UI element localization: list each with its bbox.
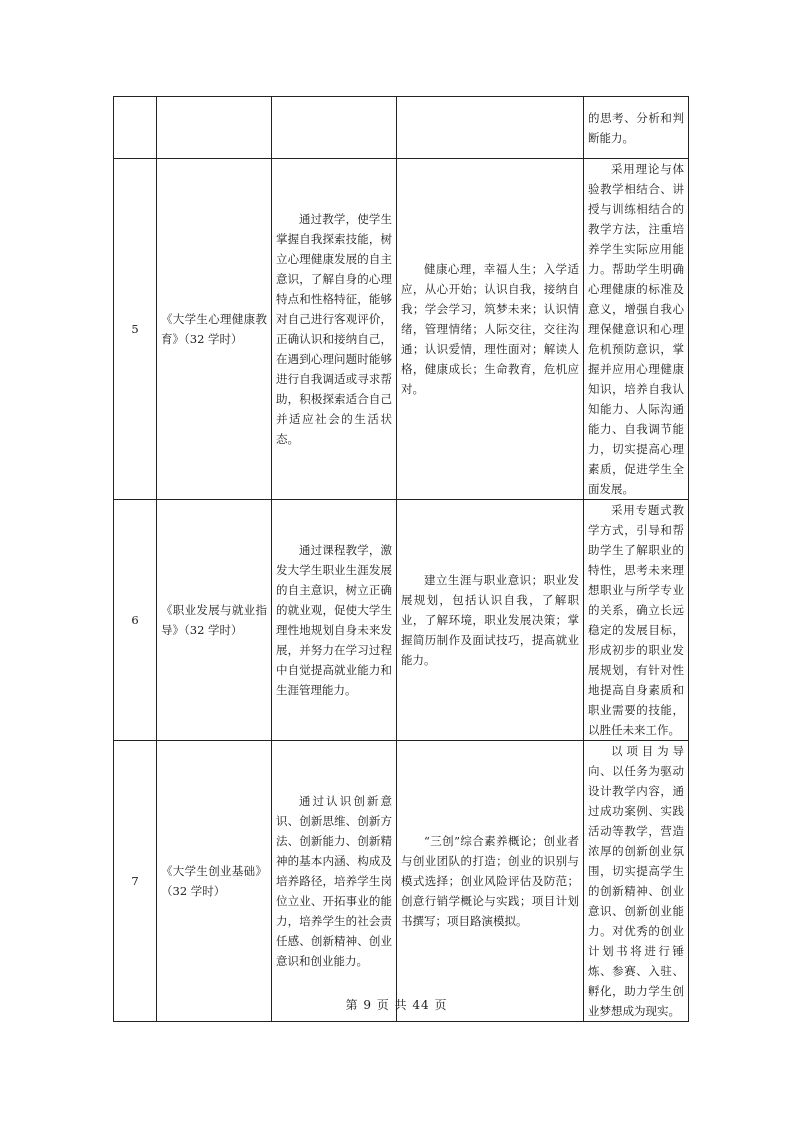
cell-objective	[272, 97, 397, 159]
page-footer: 第 9 页 共 44 页	[345, 998, 448, 1012]
cell-content: 健康心理，幸福人生；入学适应，从心开始；认识自我，接纳自我；学会学习，筑梦未来；认识情绪，管理情绪；人际交往，交往沟通；认识爱情，理性面对；解读人格，健康成长；生命教育，危机应对。	[397, 159, 584, 500]
table-row	[114, 159, 689, 500]
cell-course: 《职业发展与就业指导》（32 学时）	[157, 500, 272, 741]
cell-course: 《大学生心理健康教育》（32 学时）	[157, 159, 272, 500]
cell-number: 6	[114, 500, 157, 741]
table-row	[114, 500, 689, 741]
cell-requirement: 的思考、分析和判断能力。	[584, 97, 689, 159]
cell-content	[397, 97, 584, 159]
cell-course: 《大学生创业基础》（32 学时）	[157, 741, 272, 1022]
cell-requirement: 采用专题式教学方式，引导和帮助学生了解职业的特性，思考未来理想职业与所学专业的关系，确立长远稳定的发展目标，形成初步的职业发展规划，有针对性地提高自身素质和职业需要的技能，以胜任未来工作。	[584, 500, 689, 741]
cell-number	[114, 97, 157, 159]
course-table	[113, 96, 689, 1022]
cell-objective: 通过教学，使学生掌握自我探索技能，树立心理健康发展的自主意识，了解自身的心理特点和性格特征，能够对自己进行客观评价，正确认识和接纳自己，在遇到心理问题时能够进行自我调适或寻求帮助，积极探索适合自己并适应社会的生活状态。	[272, 159, 397, 500]
cell-content: “三创”综合素养概论；创业者与创业团队的打造；创业的识别与模式选择；创业风险评估及防范；创意行销学概论与实践；项目计划书撰写；项目路演模拟。	[397, 741, 584, 1022]
cell-objective: 通过课程教学，激发大学生职业生涯发展的自主意识，树立正确的就业观，促使大学生理性地规划自身未来发展，并努力在学习过程中自觉提高就业能力和生涯管理能力。	[272, 500, 397, 741]
cell-requirement: 以项目为导向、以任务为驱动设计教学内容，通过成功案例、实践活动等教学，营造浓厚的创新创业氛围，切实提高学生的创新精神、创业意识、创新创业能力。对优秀的创业计划书将进行锤炼、参赛、入驻、孵化，助力学生创业梦想成为现实。	[584, 741, 689, 1022]
cell-requirement: 采用理论与体验教学相结合、讲授与训练相结合的教学方法，注重培养学生实际应用能力。帮助学生明确心理健康的标准及意义，增强自我心理保健意识和心理危机预防意识，掌握并应用心理健康知识，培养自我认知能力、人际沟通能力、自我调节能力，切实提高心理素质，促进学生全面发展。	[584, 159, 689, 500]
cell-content: 建立生涯与职业意识；职业发展规划，包括认识自我，了解职业，了解环境，职业发展决策；掌握简历制作及面试技巧，提高就业能力。	[397, 500, 584, 741]
table-row	[114, 97, 689, 159]
cell-objective: 通过认识创新意识、创新思维、创新方法、创新能力、创新精神的基本内涵、构成及培养路径，培养学生岗位立业、开拓事业的能力，培养学生的社会责任感、创新精神、创业意识和创业能力。	[272, 741, 397, 1022]
table-row	[114, 741, 689, 1022]
cell-number: 5	[114, 159, 157, 500]
cell-course	[157, 97, 272, 159]
cell-number: 7	[114, 741, 157, 1022]
